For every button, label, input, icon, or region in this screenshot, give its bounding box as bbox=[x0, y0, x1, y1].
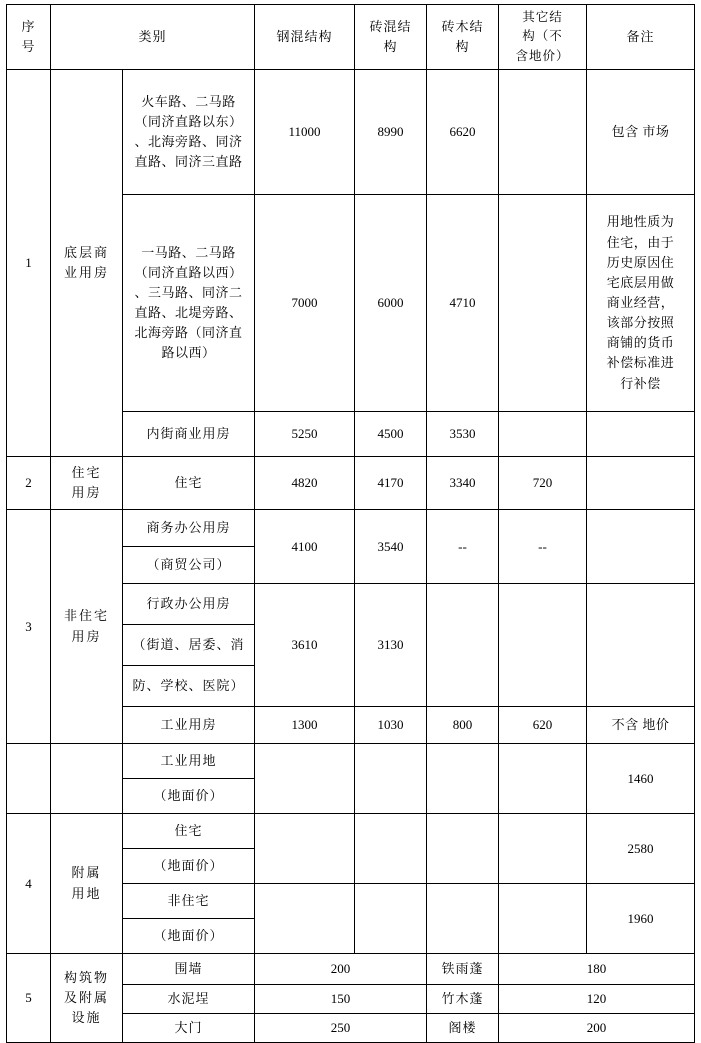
row-description: 住宅 bbox=[123, 814, 255, 849]
value-brick-concrete bbox=[355, 884, 427, 954]
desc-line: 直路、同济三直路 bbox=[134, 154, 243, 170]
header-brick-concrete-l1: 砖混结 bbox=[369, 18, 412, 34]
value-brick-concrete: 6000 bbox=[355, 195, 427, 412]
category-label-l2: 业用房 bbox=[63, 265, 109, 281]
row-description: 内街商业用房 bbox=[123, 412, 255, 457]
row-description: 工业用房 bbox=[123, 707, 255, 744]
item-name-b: 阁楼 bbox=[427, 1014, 499, 1043]
row-description-cont: （地面价） bbox=[123, 919, 255, 954]
desc-line: 直路、北堤旁路、 bbox=[134, 305, 243, 321]
row-description bbox=[123, 70, 255, 195]
value-other: 620 bbox=[499, 707, 587, 744]
document-page bbox=[0, 4, 701, 1036]
row-index: 4 bbox=[7, 814, 51, 954]
row-remark: 2580 bbox=[587, 814, 695, 884]
header-brick-concrete-l2: 构 bbox=[383, 39, 398, 55]
value-brick-concrete: 1030 bbox=[355, 707, 427, 744]
remark-line: 历史原因住 bbox=[606, 254, 675, 270]
category-label-blank bbox=[51, 744, 123, 814]
category-label-l2: 用地 bbox=[71, 885, 102, 901]
value-brick-wood: 3340 bbox=[427, 457, 499, 510]
row-description: 行政办公用房 bbox=[123, 584, 255, 625]
value-steel-concrete: 3610 bbox=[255, 584, 355, 707]
row-description-cont: 防、学校、医院） bbox=[123, 666, 255, 707]
remark-line: 用地性质为 bbox=[606, 214, 675, 230]
category-label-l3: 设施 bbox=[71, 1010, 102, 1026]
value-brick-wood bbox=[427, 744, 499, 814]
item-value-a: 200 bbox=[255, 954, 427, 985]
table-row bbox=[7, 744, 695, 779]
category-label-l2: 及附属 bbox=[63, 990, 109, 1006]
item-name-a: 大门 bbox=[123, 1014, 255, 1043]
value-brick-wood: 800 bbox=[427, 707, 499, 744]
desc-line: （同济直路以西） bbox=[134, 264, 243, 280]
desc-line: 路以西） bbox=[161, 345, 216, 361]
value-other bbox=[499, 70, 587, 195]
table-row bbox=[7, 510, 695, 547]
row-description: 非住宅 bbox=[123, 884, 255, 919]
value-brick-wood: 3530 bbox=[427, 412, 499, 457]
row-remark: 1460 bbox=[587, 744, 695, 814]
value-steel-concrete bbox=[255, 884, 355, 954]
remark-line: 商业经营， bbox=[606, 295, 675, 311]
row-remark bbox=[587, 195, 695, 412]
value-brick-wood bbox=[427, 814, 499, 884]
item-value-b: 180 bbox=[499, 954, 695, 985]
row-remark bbox=[587, 584, 695, 707]
header-remark: 备注 bbox=[587, 5, 695, 70]
value-steel-concrete bbox=[255, 814, 355, 884]
item-name-b: 竹木蓬 bbox=[427, 985, 499, 1014]
value-other: 720 bbox=[499, 457, 587, 510]
value-other bbox=[499, 744, 587, 814]
remark-line: 该部分按照 bbox=[606, 315, 675, 331]
category-label-l1: 附属 bbox=[71, 865, 102, 881]
category-label bbox=[51, 814, 123, 954]
header-category: 类别 bbox=[51, 5, 255, 70]
value-steel-concrete: 7000 bbox=[255, 195, 355, 412]
value-other bbox=[499, 412, 587, 457]
row-index: 5 bbox=[7, 954, 51, 1043]
category-label bbox=[51, 457, 123, 510]
compensation-standards-table bbox=[6, 4, 695, 1043]
value-other: -- bbox=[499, 510, 587, 584]
category-label bbox=[51, 70, 123, 457]
table-row bbox=[7, 814, 695, 849]
value-brick-wood bbox=[427, 584, 499, 707]
row-description: 工业用地 bbox=[123, 744, 255, 779]
remark-line: 商铺的货币 bbox=[606, 335, 675, 351]
header-brick-wood bbox=[427, 5, 499, 70]
table-header-row bbox=[7, 5, 695, 70]
desc-line: 、北海旁路、同济 bbox=[134, 134, 243, 150]
table-row bbox=[7, 954, 695, 985]
remark-line: 补偿标准进 bbox=[606, 355, 675, 371]
row-description-cont: （地面价） bbox=[123, 849, 255, 884]
value-brick-wood bbox=[427, 884, 499, 954]
row-index: 3 bbox=[7, 510, 51, 744]
item-name-b: 铁雨蓬 bbox=[427, 954, 499, 985]
value-steel-concrete: 4100 bbox=[255, 510, 355, 584]
value-brick-concrete bbox=[355, 814, 427, 884]
header-brick-concrete bbox=[355, 5, 427, 70]
category-label-l2: 用房 bbox=[71, 628, 102, 644]
value-other bbox=[499, 884, 587, 954]
desc-line: 一马路、二马路 bbox=[141, 244, 236, 260]
value-brick-concrete: 3130 bbox=[355, 584, 427, 707]
value-brick-wood: 4710 bbox=[427, 195, 499, 412]
row-remark bbox=[587, 412, 695, 457]
value-brick-concrete: 4170 bbox=[355, 457, 427, 510]
row-index-blank bbox=[7, 744, 51, 814]
row-remark bbox=[587, 457, 695, 510]
value-other bbox=[499, 584, 587, 707]
header-other-l1: 其它结 bbox=[522, 10, 563, 24]
item-value-b: 120 bbox=[499, 985, 695, 1014]
category-label-l2: 用房 bbox=[71, 485, 102, 501]
table-row bbox=[7, 457, 695, 510]
header-brick-wood-l1: 砖木结 bbox=[441, 18, 484, 34]
value-brick-wood: 6620 bbox=[427, 70, 499, 195]
value-brick-concrete: 8990 bbox=[355, 70, 427, 195]
row-remark bbox=[587, 510, 695, 584]
desc-line: （同济直路以东） bbox=[134, 113, 243, 129]
row-description bbox=[123, 195, 255, 412]
row-description-cont: （地面价） bbox=[123, 779, 255, 814]
header-index-line1: 序 bbox=[21, 18, 36, 34]
remark-line: 住宅，由于 bbox=[606, 234, 675, 250]
value-other bbox=[499, 195, 587, 412]
value-brick-concrete: 3540 bbox=[355, 510, 427, 584]
row-description-cont: （街道、居委、消 bbox=[123, 625, 255, 666]
header-other-l2: 构（不 bbox=[522, 29, 563, 44]
row-index: 1 bbox=[7, 70, 51, 457]
item-value-a: 150 bbox=[255, 985, 427, 1014]
row-remark: 包含 市场 bbox=[587, 70, 695, 195]
desc-line: 北海旁路（同济直 bbox=[134, 325, 243, 341]
desc-line: 火车路、二马路 bbox=[141, 93, 236, 109]
header-steel-concrete: 钢混结构 bbox=[255, 5, 355, 70]
value-steel-concrete bbox=[255, 744, 355, 814]
category-label bbox=[51, 510, 123, 744]
category-label-l1: 底层商 bbox=[63, 244, 109, 260]
header-other-l3: 含地价） bbox=[515, 48, 570, 63]
item-name-a: 围墙 bbox=[123, 954, 255, 985]
value-brick-concrete bbox=[355, 744, 427, 814]
category-label bbox=[51, 954, 123, 1043]
item-name-a: 水泥埕 bbox=[123, 985, 255, 1014]
value-brick-concrete: 4500 bbox=[355, 412, 427, 457]
row-remark: 不含 地价 bbox=[587, 707, 695, 744]
value-steel-concrete: 1300 bbox=[255, 707, 355, 744]
remark-line: 行补偿 bbox=[620, 375, 661, 391]
table-row bbox=[7, 70, 695, 195]
header-brick-wood-l2: 构 bbox=[455, 39, 470, 55]
item-value-b: 200 bbox=[499, 1014, 695, 1043]
header-index bbox=[7, 5, 51, 70]
value-brick-wood: -- bbox=[427, 510, 499, 584]
header-index-line2: 号 bbox=[21, 39, 36, 55]
category-label-l1: 住宅 bbox=[71, 464, 102, 480]
category-label-l1: 构筑物 bbox=[63, 969, 109, 985]
row-description: 住宅 bbox=[123, 457, 255, 510]
header-other-structure bbox=[499, 5, 587, 70]
desc-line: 、三马路、同济二 bbox=[134, 284, 243, 300]
value-steel-concrete: 5250 bbox=[255, 412, 355, 457]
item-value-a: 250 bbox=[255, 1014, 427, 1043]
value-other bbox=[499, 814, 587, 884]
remark-line: 宅底层用做 bbox=[606, 274, 675, 290]
row-description: 商务办公用房 bbox=[123, 510, 255, 547]
row-index: 2 bbox=[7, 457, 51, 510]
row-remark: 1960 bbox=[587, 884, 695, 954]
value-steel-concrete: 11000 bbox=[255, 70, 355, 195]
value-steel-concrete: 4820 bbox=[255, 457, 355, 510]
row-description-cont: （商贸公司） bbox=[123, 547, 255, 584]
category-label-l1: 非住宅 bbox=[63, 608, 109, 624]
